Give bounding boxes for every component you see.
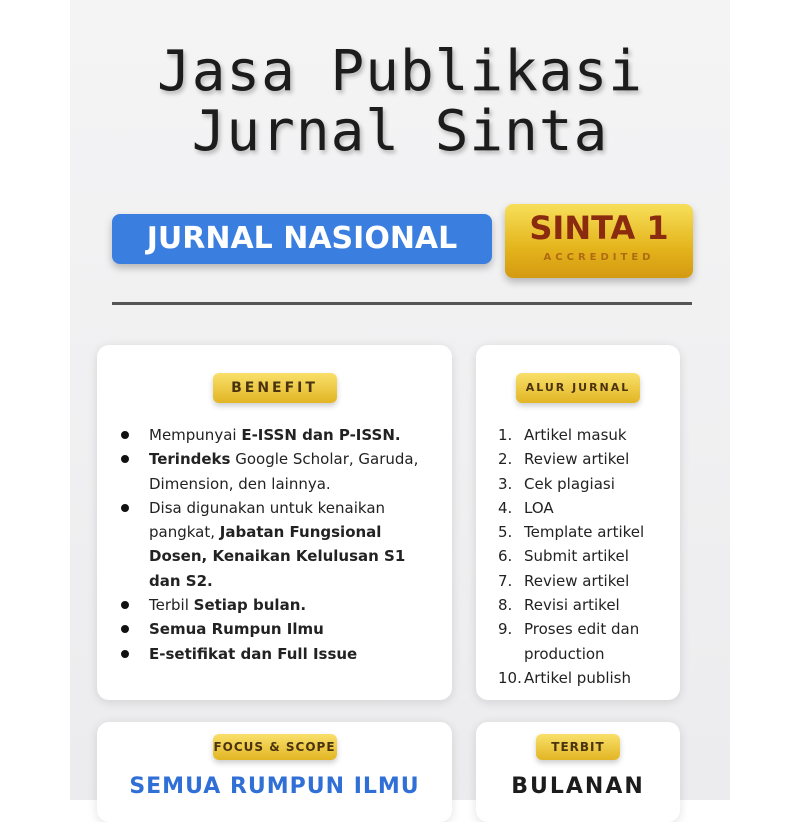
alur-list bbox=[498, 423, 664, 690]
national-journal-badge: JURNAL NASIONAL bbox=[112, 214, 492, 264]
step-label: Submit artikel bbox=[524, 547, 629, 566]
step-label: Review artikel bbox=[524, 450, 630, 469]
step-number: 2. bbox=[498, 450, 513, 469]
alur-step bbox=[498, 666, 664, 690]
focus-value: SEMUA RUMPUN ILMU bbox=[129, 774, 420, 799]
step-label: Revisi artikel bbox=[524, 596, 620, 615]
focus-label: FOCUS & SCOPE bbox=[213, 734, 337, 760]
benefit-text: Semua Rumpun Ilmu bbox=[149, 620, 324, 639]
benefit-label: BENEFIT bbox=[213, 373, 337, 403]
benefit-text: E-setifikat dan Full Issue bbox=[149, 644, 358, 663]
benefit-text: Google Scholar, Garuda, Dimension, den lainnya. bbox=[149, 450, 419, 493]
alur-label: ALUR JURNAL bbox=[516, 373, 640, 403]
benefit-item bbox=[119, 496, 439, 593]
alur-step bbox=[498, 423, 664, 447]
alur-step bbox=[498, 496, 664, 520]
benefit-item bbox=[119, 617, 439, 641]
alur-step bbox=[498, 569, 664, 593]
sinta-badge bbox=[505, 204, 693, 278]
step-label: LOA bbox=[524, 498, 554, 517]
step-label: Cek plagiasi bbox=[524, 474, 615, 493]
alur-step bbox=[498, 520, 664, 544]
benefit-text: Terindeks bbox=[149, 450, 231, 469]
page-title-line2: Jurnal Sinta bbox=[191, 99, 609, 164]
benefit-text: E-ISSN dan P-ISSN. bbox=[241, 426, 401, 444]
alur-card bbox=[476, 345, 680, 700]
step-number: 5. bbox=[498, 523, 513, 542]
step-number: 3. bbox=[498, 474, 513, 493]
benefit-card bbox=[97, 345, 452, 700]
step-label: Artikel publish bbox=[524, 668, 631, 687]
step-label: Proses edit dan production bbox=[524, 620, 640, 663]
benefit-text: Jabatan Fungsional Dosen, Kenaikan Kelulusan S1 dan S2. bbox=[149, 523, 406, 590]
benefit-list bbox=[119, 423, 439, 666]
alur-step bbox=[498, 447, 664, 471]
step-number: 4. bbox=[498, 498, 513, 517]
page-title-line1: Jasa Publikasi bbox=[156, 39, 643, 104]
step-number: 10. bbox=[498, 668, 522, 687]
benefit-item bbox=[119, 423, 439, 447]
benefit-text: Setiap bulan. bbox=[193, 596, 307, 615]
terbit-value: BULANAN bbox=[511, 774, 645, 799]
terbit-card bbox=[476, 722, 680, 822]
focus-card bbox=[97, 722, 452, 822]
accredited-label: ACCREDITED bbox=[543, 252, 655, 263]
benefit-text: Disa digunakan untuk kenaikan pangkat, bbox=[149, 498, 386, 542]
step-label: Template artikel bbox=[524, 523, 645, 542]
terbit-label: TERBIT bbox=[536, 734, 620, 760]
divider bbox=[112, 302, 692, 305]
step-number: 9. bbox=[498, 620, 513, 639]
alur-step bbox=[498, 544, 664, 568]
alur-step bbox=[498, 593, 664, 617]
step-label: Artikel masuk bbox=[524, 426, 627, 444]
step-label: Review artikel bbox=[524, 571, 630, 590]
sinta-label: SINTA 1 bbox=[529, 209, 669, 247]
alur-step bbox=[498, 617, 664, 666]
benefit-item bbox=[119, 593, 439, 617]
step-number: 1. bbox=[498, 426, 513, 444]
step-number: 7. bbox=[498, 571, 513, 590]
benefit-item bbox=[119, 642, 439, 666]
step-number: 6. bbox=[498, 547, 513, 566]
step-number: 8. bbox=[498, 596, 513, 615]
benefit-text: Mempunyai bbox=[149, 426, 242, 444]
alur-step bbox=[498, 472, 664, 496]
benefit-text: Terbil bbox=[149, 596, 194, 615]
benefit-item bbox=[119, 447, 439, 496]
